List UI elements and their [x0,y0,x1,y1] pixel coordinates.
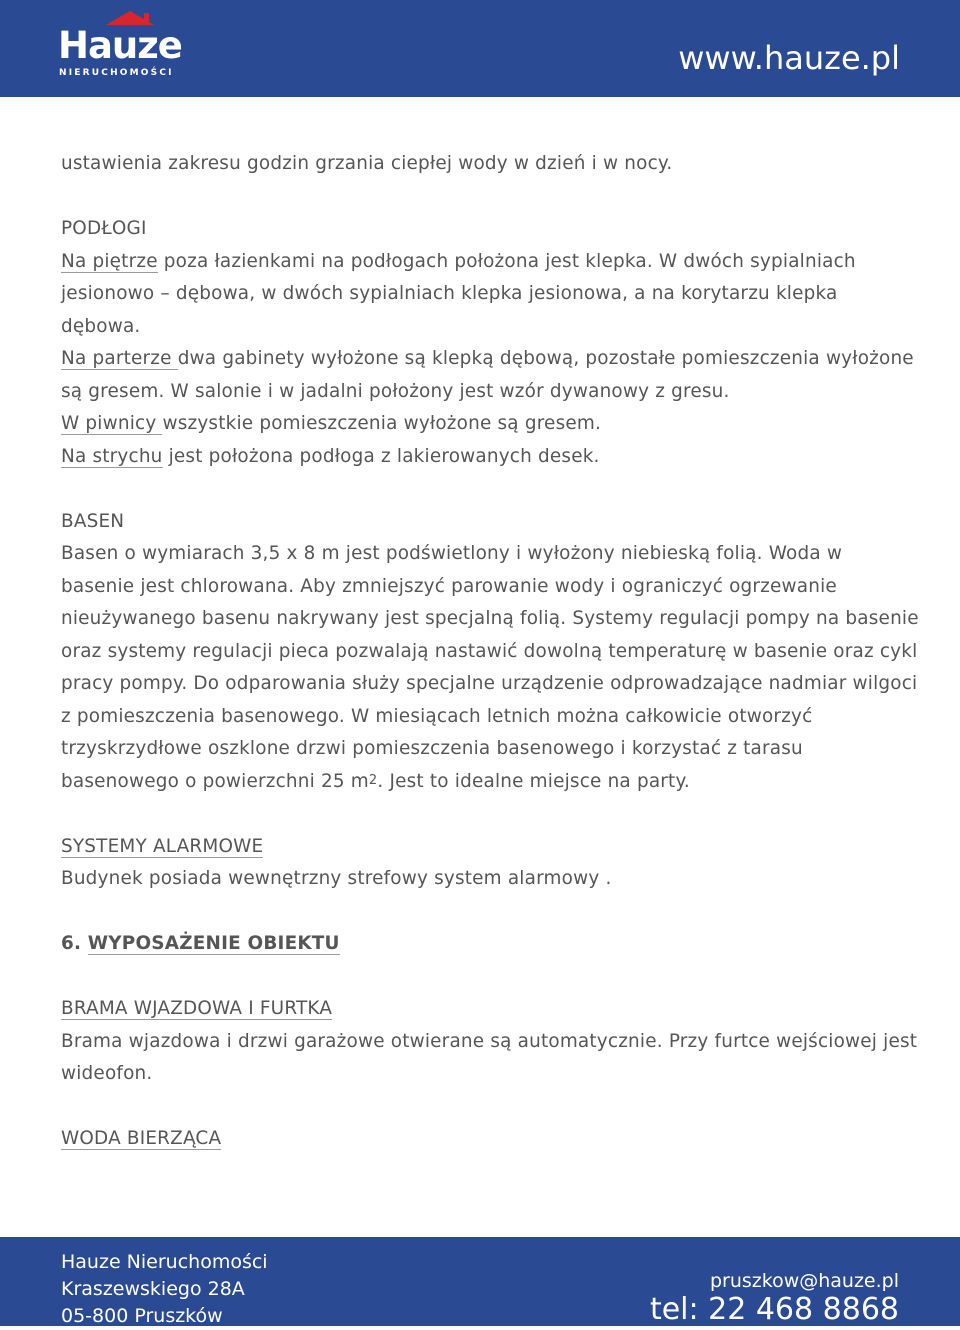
footer-city: 05-800 Pruszków [61,1305,223,1327]
equipment-section-title: WYPOSAŻENIE OBIEKTU [87,933,340,954]
heating-line: ustawienia zakresu godzin grzania ciepłej wody w dzień i w nocy. [61,153,673,174]
gate-paragraph: Brama wjazdowa i drzwi garażowe otwierane są automatycznie. Przy furtce wejściowej jest wideofon. [61,1030,918,1084]
logo-subtitle: NIERUCHOMOŚCI [59,68,174,78]
floors-paragraph-upstairs: Na piętrze poza łazienkami na podłogach położona jest klepka. W dwóch sypialniach jesionowo – dębowa, w dwóch sypialniach klepka jesionowa, a na korytarzu klepka dębowa. [61,250,856,337]
footer-phone[interactable]: tel: 22 468 8868 [649,1292,899,1327]
page-header [0,0,960,97]
alarm-paragraph: Budynek posiada wewnętrzny strefowy system alarmowy . [61,868,612,889]
footer-email[interactable]: pruszkow@hauze.pl [709,1270,899,1292]
document-body [61,148,921,1156]
equipment-heading [61,928,921,961]
floors-paragraph-ground: Na parterze dwa gabinety wyłożone są klepką dębową, pozostałe pomieszczenia wyłożone są gresem. W salonie i w jadalni położony jest wzór dywanowy z gresu. [61,348,914,402]
floors-upstairs-label: Na piętrze [61,250,158,272]
equipment-section-number: 6. [61,933,82,954]
alarm-heading: SYSTEMY ALARMOWE [61,835,264,857]
pool-paragraph-continued: z pomieszczenia basenowego. W miesiącach letnich można całkowicie otworzyć trzyskrzydłowe oszklone drzwi pomieszczenia basenowego i korzystać z tarasu basenowego o powierzchni 25 $m^2$. Jest to idealne miejsce na party. [61,705,813,792]
logo-wordmark: Hauze [58,24,182,67]
header-website-url[interactable]: www.hauze.pl [678,39,900,77]
page-footer [0,1237,960,1326]
floors-paragraph-attic: Na strychu jest położona podłoga z lakierowanych desek. [61,445,600,467]
pool-heading: BASEN [61,510,125,532]
floors-attic-label: Na strychu [61,445,163,467]
footer-address [61,1249,268,1330]
footer-street: Kraszewskiego 28A [61,1278,245,1300]
pool-paragraph: Basen o wymiarach 3,5 x 8 m jest podświetlony i wyłożony niebieską folią. Woda w basenie jest chlorowana. Aby zmniejszyć parowanie wody i ograniczyć ogrzewanie nieużywanego basenu nakrywany jest specjalną folią. Systemy regulacji pompy na basenie oraz systemy regulacji pieca pozwalają nastawić dowolną temperaturę w basenie oraz cykl pracy pompy. Do odparowania służy specjalne urządzenie odprowadzające nadmiar wilgoci [61,543,919,694]
floors-paragraph-basement: W piwnicy wszystkie pomieszczenia wyłożone są gresem. [61,413,602,434]
gate-heading: BRAMA WJAZDOWA I FURTKA [61,998,333,1019]
floors-heading: PODŁOGI [61,218,147,239]
floors-basement-label: W piwnicy [61,413,163,434]
superscript-two: 2 [368,772,378,788]
floors-ground-label: Na parterze [61,348,178,369]
footer-company: Hauze Nieruchomości [61,1251,268,1273]
hauze-logo [58,8,198,78]
water-heading: WODA BIERZĄCA [61,1128,222,1149]
